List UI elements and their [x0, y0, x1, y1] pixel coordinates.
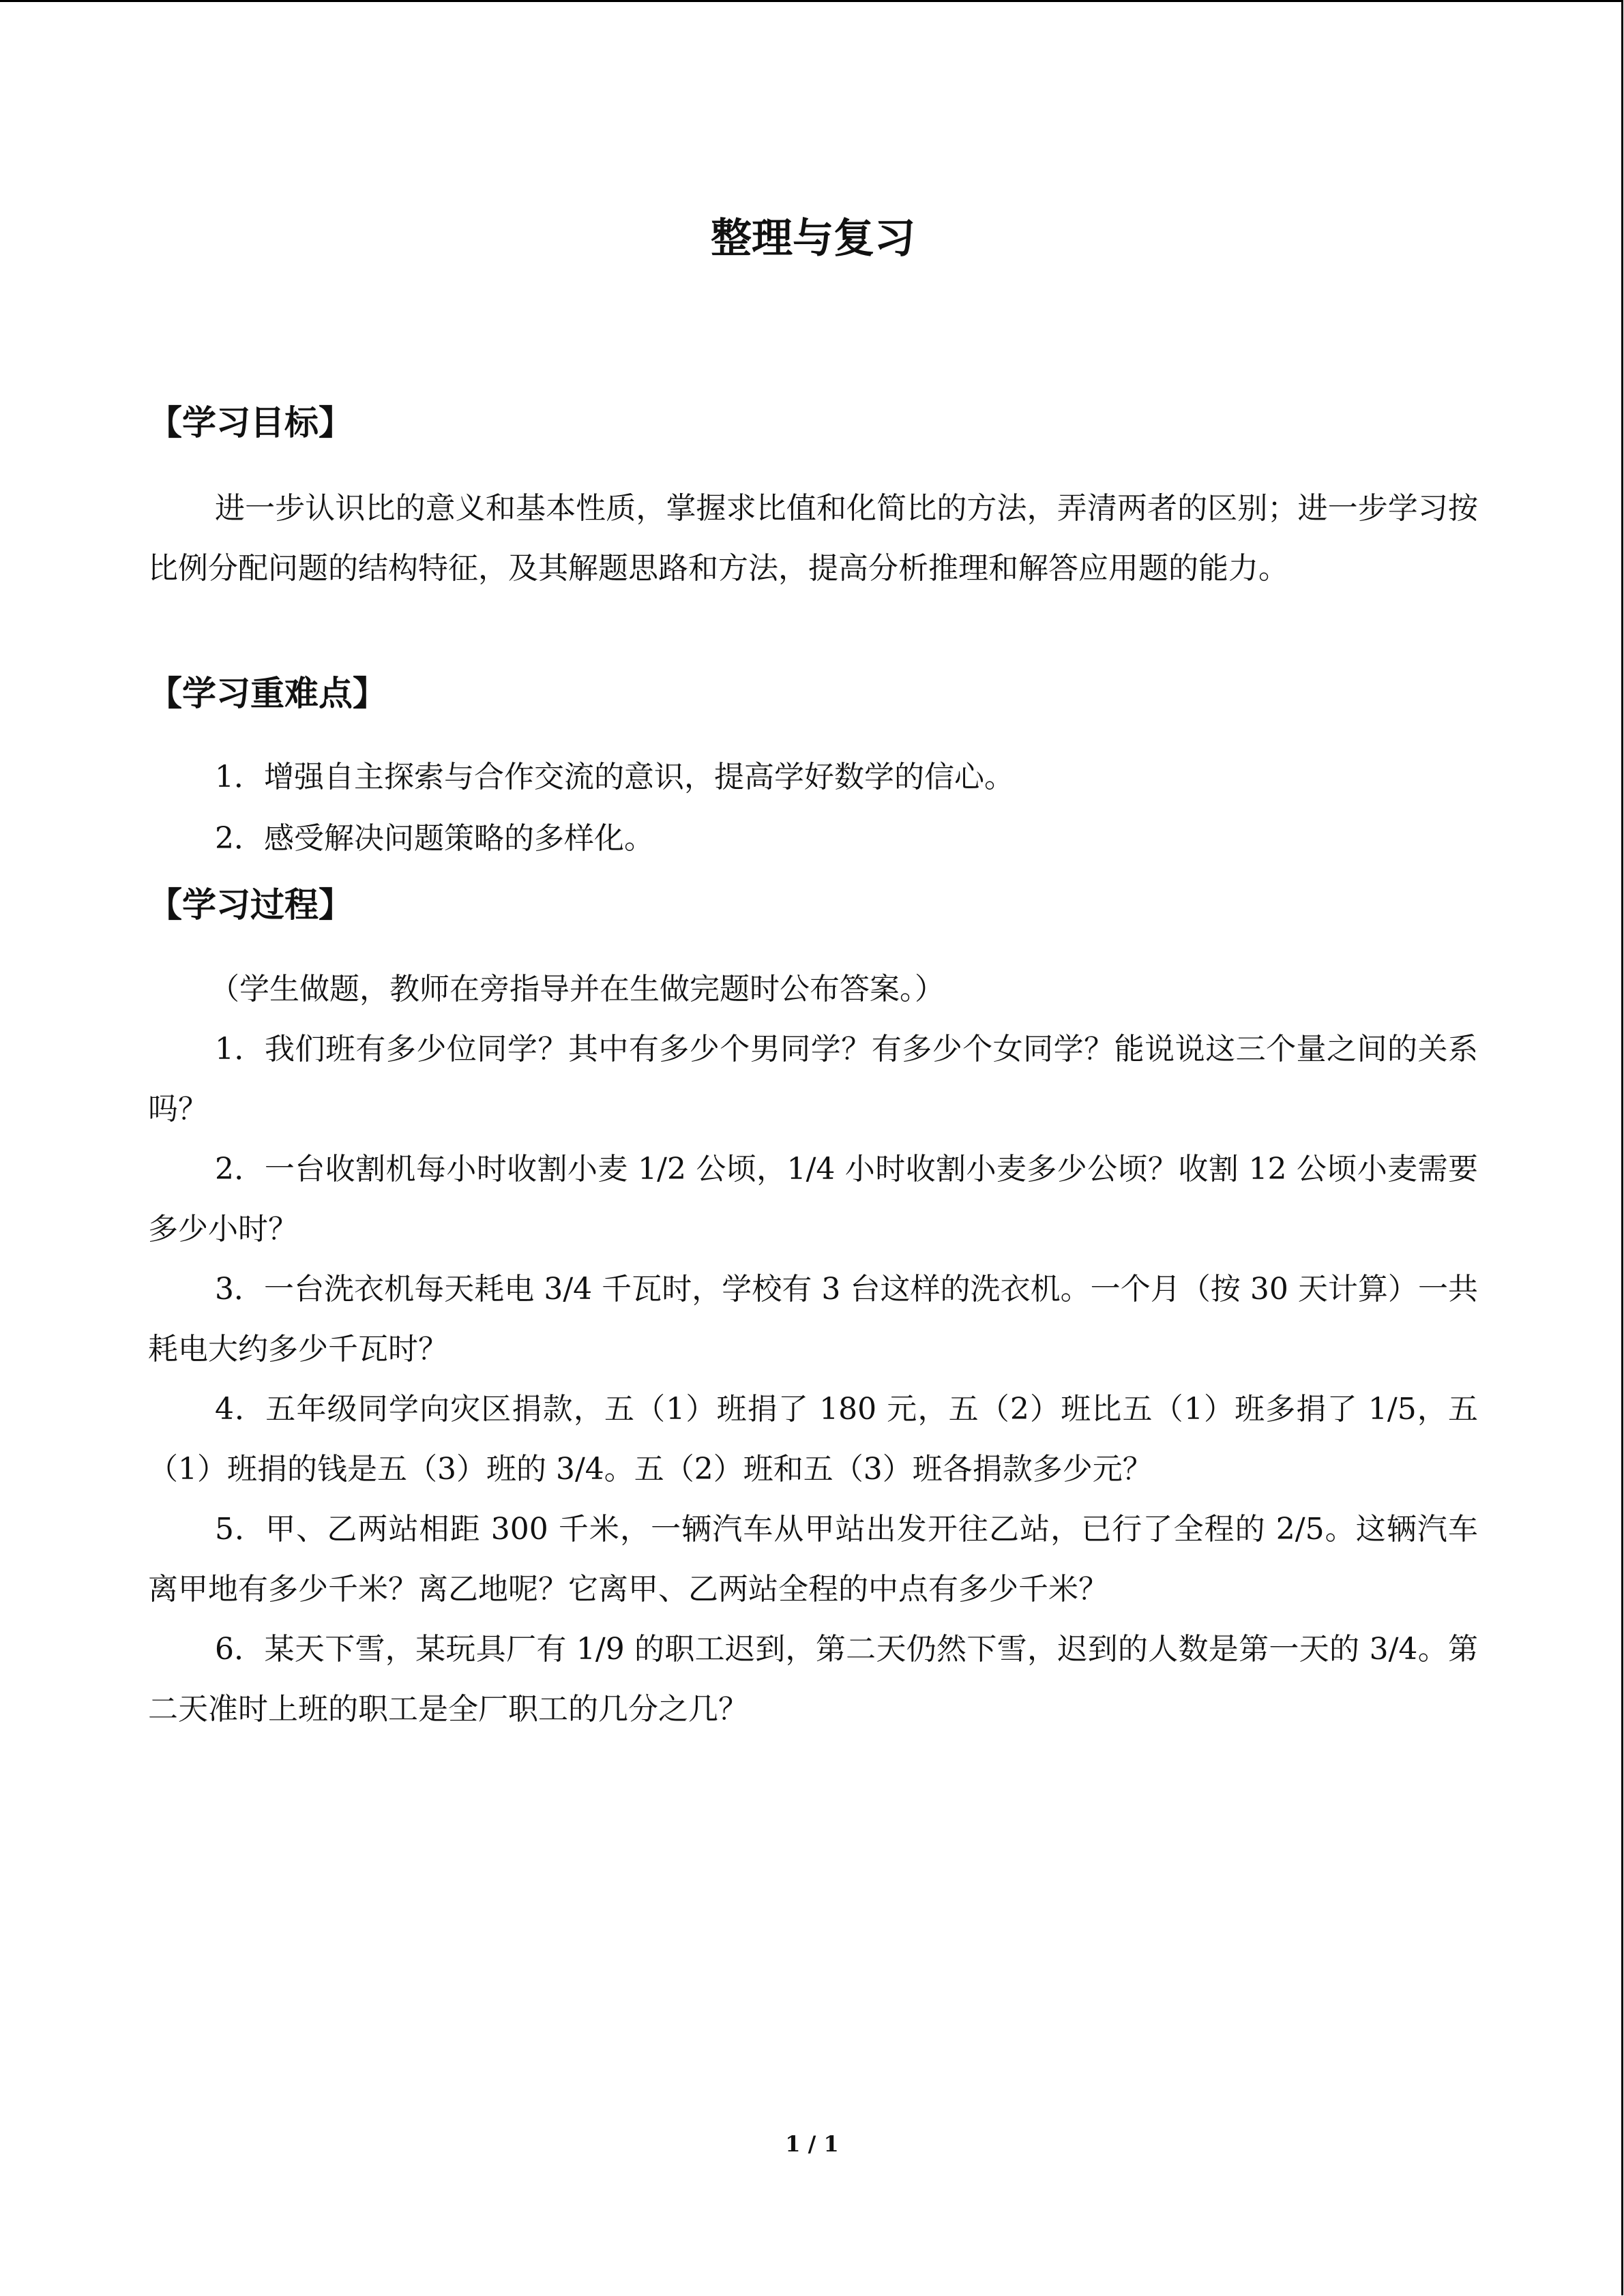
document-title: 整理与复习 [711, 215, 915, 263]
exercise-item: 5．甲、乙两站相距 300 千米，一辆汽车从甲站出发开往乙站，已行了全程的 2/5。这辆汽车离甲地有多少千米？离乙地呢？它离甲、乙两站全程的中点有多少千米？ [148, 1512, 1478, 1607]
objectives-heading: 【学习目标】 [148, 403, 353, 443]
process-intro: （学生做题，教师在旁指导并在生做完题时公布答案。） [209, 972, 945, 1007]
exercise-item: 1．我们班有多少位同学？其中有多少个男同学？有多少个女同学？能说说这三个量之间的关系吗？ [148, 1032, 1478, 1127]
exercise-item: 2．一台收割机每小时收割小麦 1/2 公顷，1/4 小时收割小麦多少公顷？收割 12 公顷小麦需要多少小时？ [148, 1152, 1478, 1247]
process-heading: 【学习过程】 [148, 885, 353, 925]
exercise-item: 6．某天下雪，某玩具厂有 1/9 的职工迟到，第二天仍然下雪，迟到的人数是第一天的 3/4。第二天准时上班的职工是全厂职工的几分之几？ [148, 1632, 1478, 1727]
exercise-item: 3．一台洗衣机每天耗电 3/4 千瓦时，学校有 3 台这样的洗衣机。一个月（按 30 天计算）一共耗电大约多少千瓦时？ [148, 1272, 1478, 1367]
key-points-heading: 【学习重难点】 [148, 674, 387, 713]
page-number: 1 / 1 [785, 2131, 839, 2157]
key-point-item: 1．增强自主探索与合作交流的意识，提高学好数学的信心。 [215, 760, 1014, 794]
key-point-item: 2．感受解决问题策略的多样化。 [215, 821, 654, 856]
exercise-item: 4．五年级同学向灾区捐款，五（1）班捐了 180 元，五（2）班比五（1）班多捐了 1/5，五（1）班捐的钱是五（3）班的 3/4。五（2）班和五（3）班各捐款多少元？ [148, 1392, 1478, 1487]
objectives-text: 进一步认识比的意义和基本性质，掌握求比值和化简比的方法，弄清两者的区别；进一步学习按比例分配问题的结构特征，及其解题思路和方法，提高分析推理和解答应用题的能力。 [148, 491, 1478, 586]
